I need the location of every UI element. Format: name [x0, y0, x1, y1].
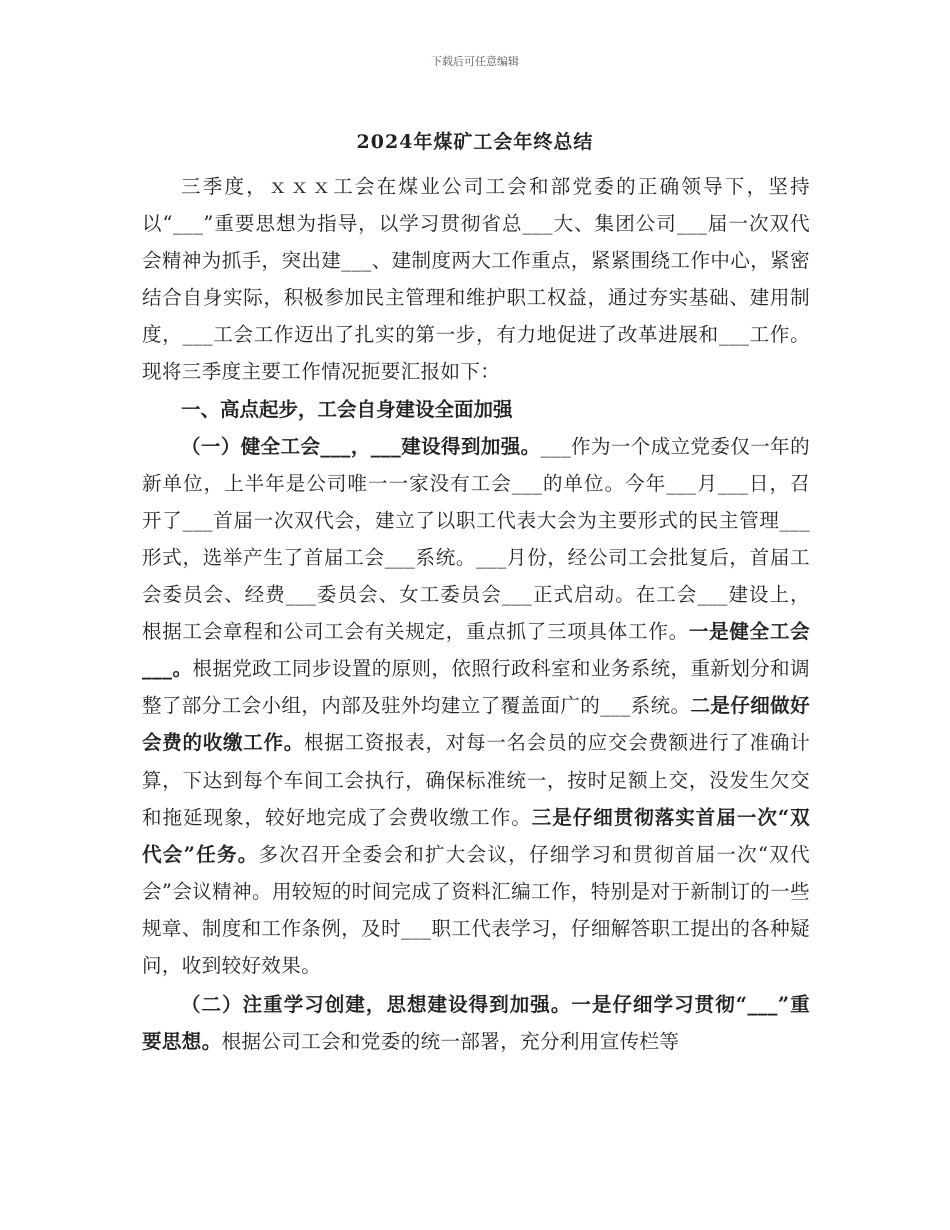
subsection-1-paragraph: [142, 428, 810, 984]
document-body: [142, 168, 810, 1060]
intro-paragraph: 三季度，ｘｘｘ工会在煤业公司工会和部党委的正确领导下，坚持以“___”重要思想为指导，以学习贯彻省总___大、集团公司___届一次双代会精神为抓手，突出建___、建制度两大工作重点，紧紧围绕工作中心，紧密结合自身实际，积极参加民主管理和维护职工权益，通过夯实基础、建用制度，___工会工作迈出了扎实的第一步，有力地促进了改革进展和___工作。现将三季度主要工作情况扼要汇报如下：: [142, 175, 810, 384]
point-1-heading: 一是健全工会___。: [142, 620, 810, 681]
subsection-2-heading: （二）注重学习创建，思想建设得到加强。一是仔细学习贯彻“___”重要思想。: [142, 993, 810, 1054]
section-heading-1: 一、高点起步，工会自身建设全面加强: [181, 397, 513, 421]
point-1-text: 根据党政工同步设置的原则，依照行政科室和业务系统，重新划分和调整了部分工会小组，内部及驻外均建立了覆盖面广的___系统。: [142, 657, 810, 718]
point-2-text: 根据工资报表，对每一名会员的应交会费额进行了准确计算，下达到每个车间工会执行，确保标准统一，按时足额上交，没发生欠交和拖延现象，较好地完成了会费收缴工作。: [142, 731, 810, 829]
subsection-1-text-a: ___作为一个成立党委仅一年的新单位，上半年是公司唯一一家没有工会___的单位。今年___月___日，召开了___首届一次双代会，建立了以职工代表大会为主要形式的民主管理___形式，选举产生了首届工会___系统。___月份，经公司工会批复后，首届工会委员会、经费___委员会、女工委员会___正式启动。在工会___建设上，根据工会章程和公司工会有关规定，重点抓了三项具体工作。: [142, 434, 810, 644]
subsection-2-text: 根据公司工会和党委的统一部署，充分利用宣传栏等: [221, 1030, 680, 1054]
page-header-note: 下载后可任意编辑: [431, 55, 519, 68]
point-3-text: 多次召开全委会和扩大会议，仔细学习和贯彻首届一次“双代会”会议精神。用较短的时间完成了资料汇编工作，特别是对于新制订的一些规章、制度和工作条例，及时___职工代表学习，仔细解答职工提出的各种疑问，收到较好效果。: [142, 842, 810, 977]
point-3-heading: 三是仔细贯彻落实首届一次“双代会”任务。: [142, 805, 810, 866]
point-2-heading: 二是仔细做好会费的收缴工作。: [142, 694, 810, 755]
document-title: 2024年煤矿工会年终总结: [356, 131, 594, 153]
subsection-1-heading: （一）健全工会___，___建设得到加强。: [181, 434, 541, 458]
subsection-2-paragraph: [142, 986, 810, 1060]
